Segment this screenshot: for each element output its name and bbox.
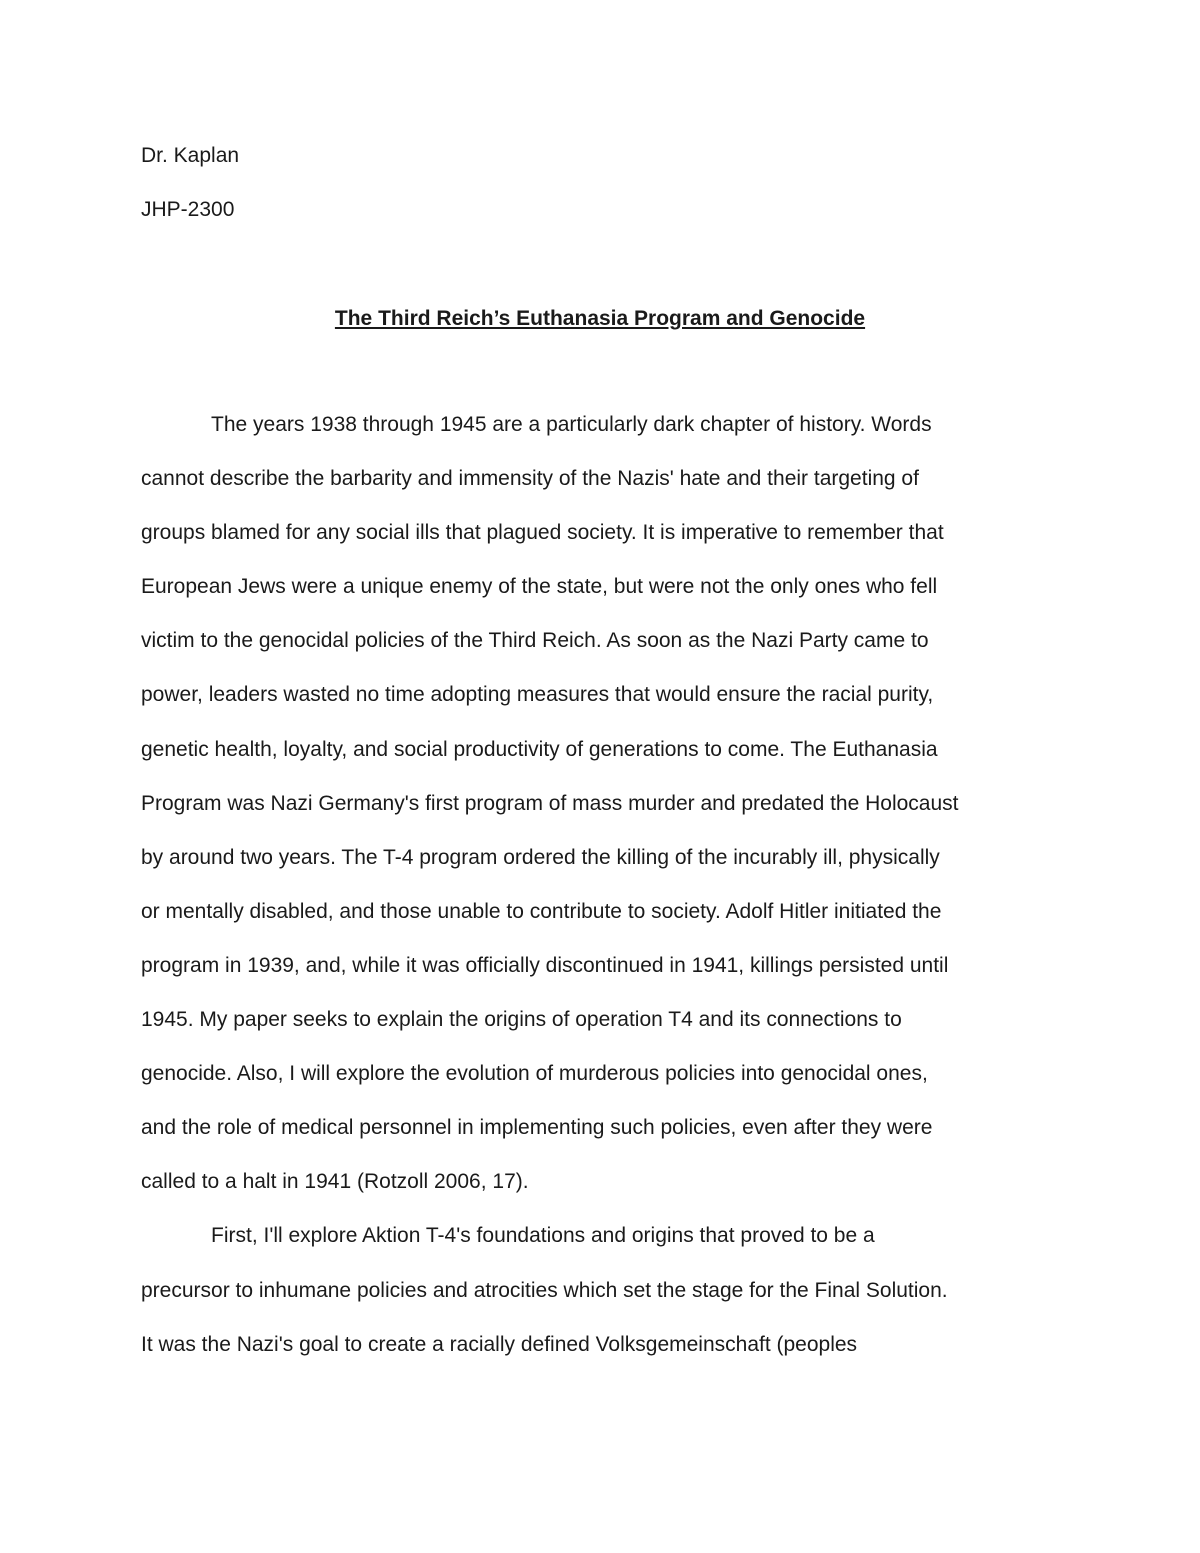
paragraph-2 — [141, 1209, 1071, 1371]
text-line: victim to the genocidal policies of the Third Reich. As soon as the Nazi Party came to — [141, 629, 929, 653]
text-line: genocide. Also, I will explore the evolution of murderous policies into genocidal ones, — [141, 1062, 928, 1086]
text-line: cannot describe the barbarity and immensity of the Nazis' hate and their targeting of — [141, 467, 919, 491]
text-line: or mentally disabled, and those unable to contribute to society. Adolf Hitler initiated the — [141, 899, 942, 923]
text-line: and the role of medical personnel in implementing such policies, even after they were — [141, 1116, 933, 1140]
text-line: precursor to inhumane policies and atrocities which set the stage for the Final Solution. — [141, 1278, 948, 1302]
paper-title: The Third Reich’s Euthanasia Program and Genocide — [334, 307, 866, 330]
paper-body — [141, 398, 1071, 1372]
text-line: The years 1938 through 1945 are a particularly dark chapter of history. Words — [211, 413, 932, 436]
course-code: JHP-2300 — [141, 198, 235, 221]
text-line: program in 1939, and, while it was officially discontinued in 1941, killings persisted until — [141, 953, 949, 977]
text-line: called to a halt in 1941 (Rotzoll 2006, 17). — [141, 1170, 529, 1194]
text-line: 1945. My paper seeks to explain the origins of operation T4 and its connections to — [141, 1008, 902, 1032]
text-line: Program was Nazi Germany's first program of mass murder and predated the Holocaust — [141, 791, 959, 815]
text-line: power, leaders wasted no time adopting measures that would ensure the racial purity, — [141, 683, 934, 707]
text-line: genetic health, loyalty, and social productivity of generations to come. The Euthanasia — [141, 737, 938, 761]
text-line: First, I'll explore Aktion T-4's foundations and origins that proved to be a — [211, 1224, 875, 1248]
text-line: It was the Nazi's goal to create a racially defined Volksgemeinschaft (peoples — [141, 1332, 858, 1356]
text-line: by around two years. The T-4 program ordered the killing of the incurably ill, physically — [141, 845, 940, 869]
text-line: European Jews were a unique enemy of the state, but were not the only ones who fell — [141, 575, 938, 599]
paragraph-1 — [141, 398, 1071, 1209]
text-line: groups blamed for any social ills that plagued society. It is imperative to remember that — [141, 521, 944, 545]
instructor-name: Dr. Kaplan — [141, 144, 240, 167]
